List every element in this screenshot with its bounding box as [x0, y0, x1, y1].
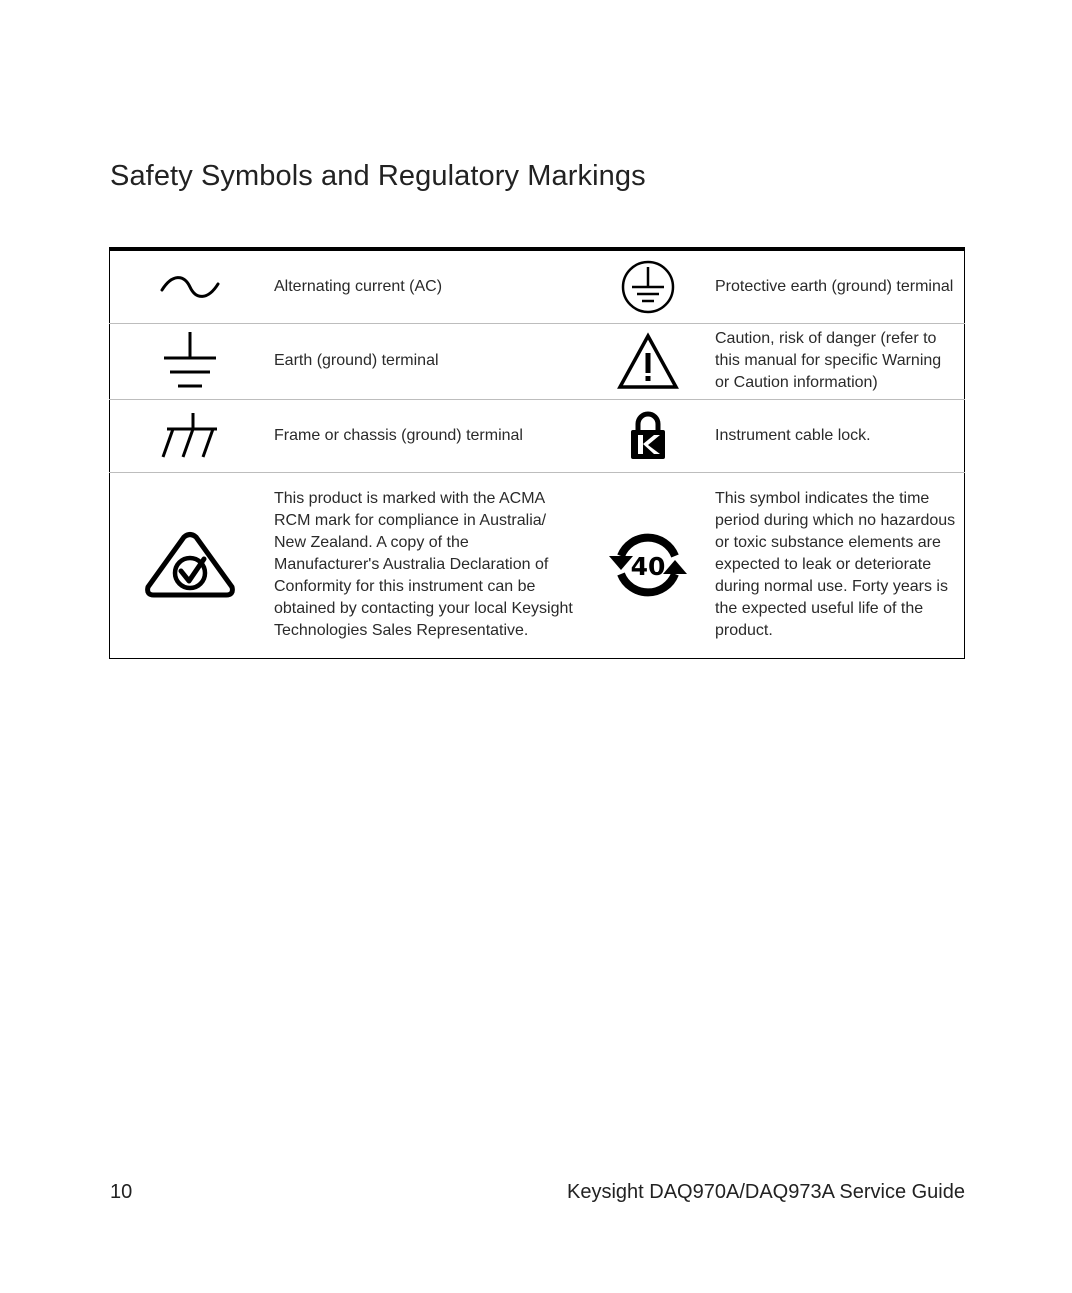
protective-earth-icon — [620, 259, 676, 315]
table-row — [110, 399, 965, 472]
symbol-description: Earth (ground) terminal — [270, 323, 584, 399]
symbol-description: Frame or chassis (ground) terminal — [270, 399, 584, 472]
rcm-mark-icon — [144, 531, 236, 599]
epup-40-icon — [609, 530, 687, 600]
table-row — [110, 249, 965, 323]
symbol-description: Alternating current (AC) — [270, 249, 584, 323]
page-title: Safety Symbols and Regulatory Markings — [110, 160, 646, 192]
symbol-description: This symbol indicates the time period during which no hazardous or toxic substance elements are expected to leak or deteriorate during normal use. Forty years is the expected useful life of the product. — [715, 490, 956, 639]
epup-40-label: 40 — [630, 552, 665, 581]
caution-triangle-icon — [617, 332, 679, 390]
page-number: 10 — [110, 1181, 133, 1203]
table-row — [110, 323, 965, 399]
chassis-ground-icon — [159, 411, 221, 461]
symbol-description: Instrument cable lock. — [711, 399, 965, 472]
alternating-current-icon — [159, 272, 221, 302]
symbol-description: Caution, risk of danger (refer to this manual for specific Warning or Caution information) — [711, 323, 965, 399]
guide-title: Keysight DAQ970A/DAQ973A Service Guide — [567, 1181, 965, 1203]
cable-lock-icon — [629, 411, 667, 461]
table-row — [110, 472, 965, 658]
safety-symbols-table — [109, 247, 965, 659]
symbol-description: This product is marked with the ACMA RCM mark for compliance in Australia/ New Zealand. A copy of the Manufacturer's Australia Declaration of Conformity for this instrument can be obtained by contacting your local Keysight Technologies Sales Representative. — [274, 490, 573, 639]
earth-ground-icon — [160, 330, 220, 392]
symbol-description: Protective earth (ground) terminal — [711, 249, 965, 323]
